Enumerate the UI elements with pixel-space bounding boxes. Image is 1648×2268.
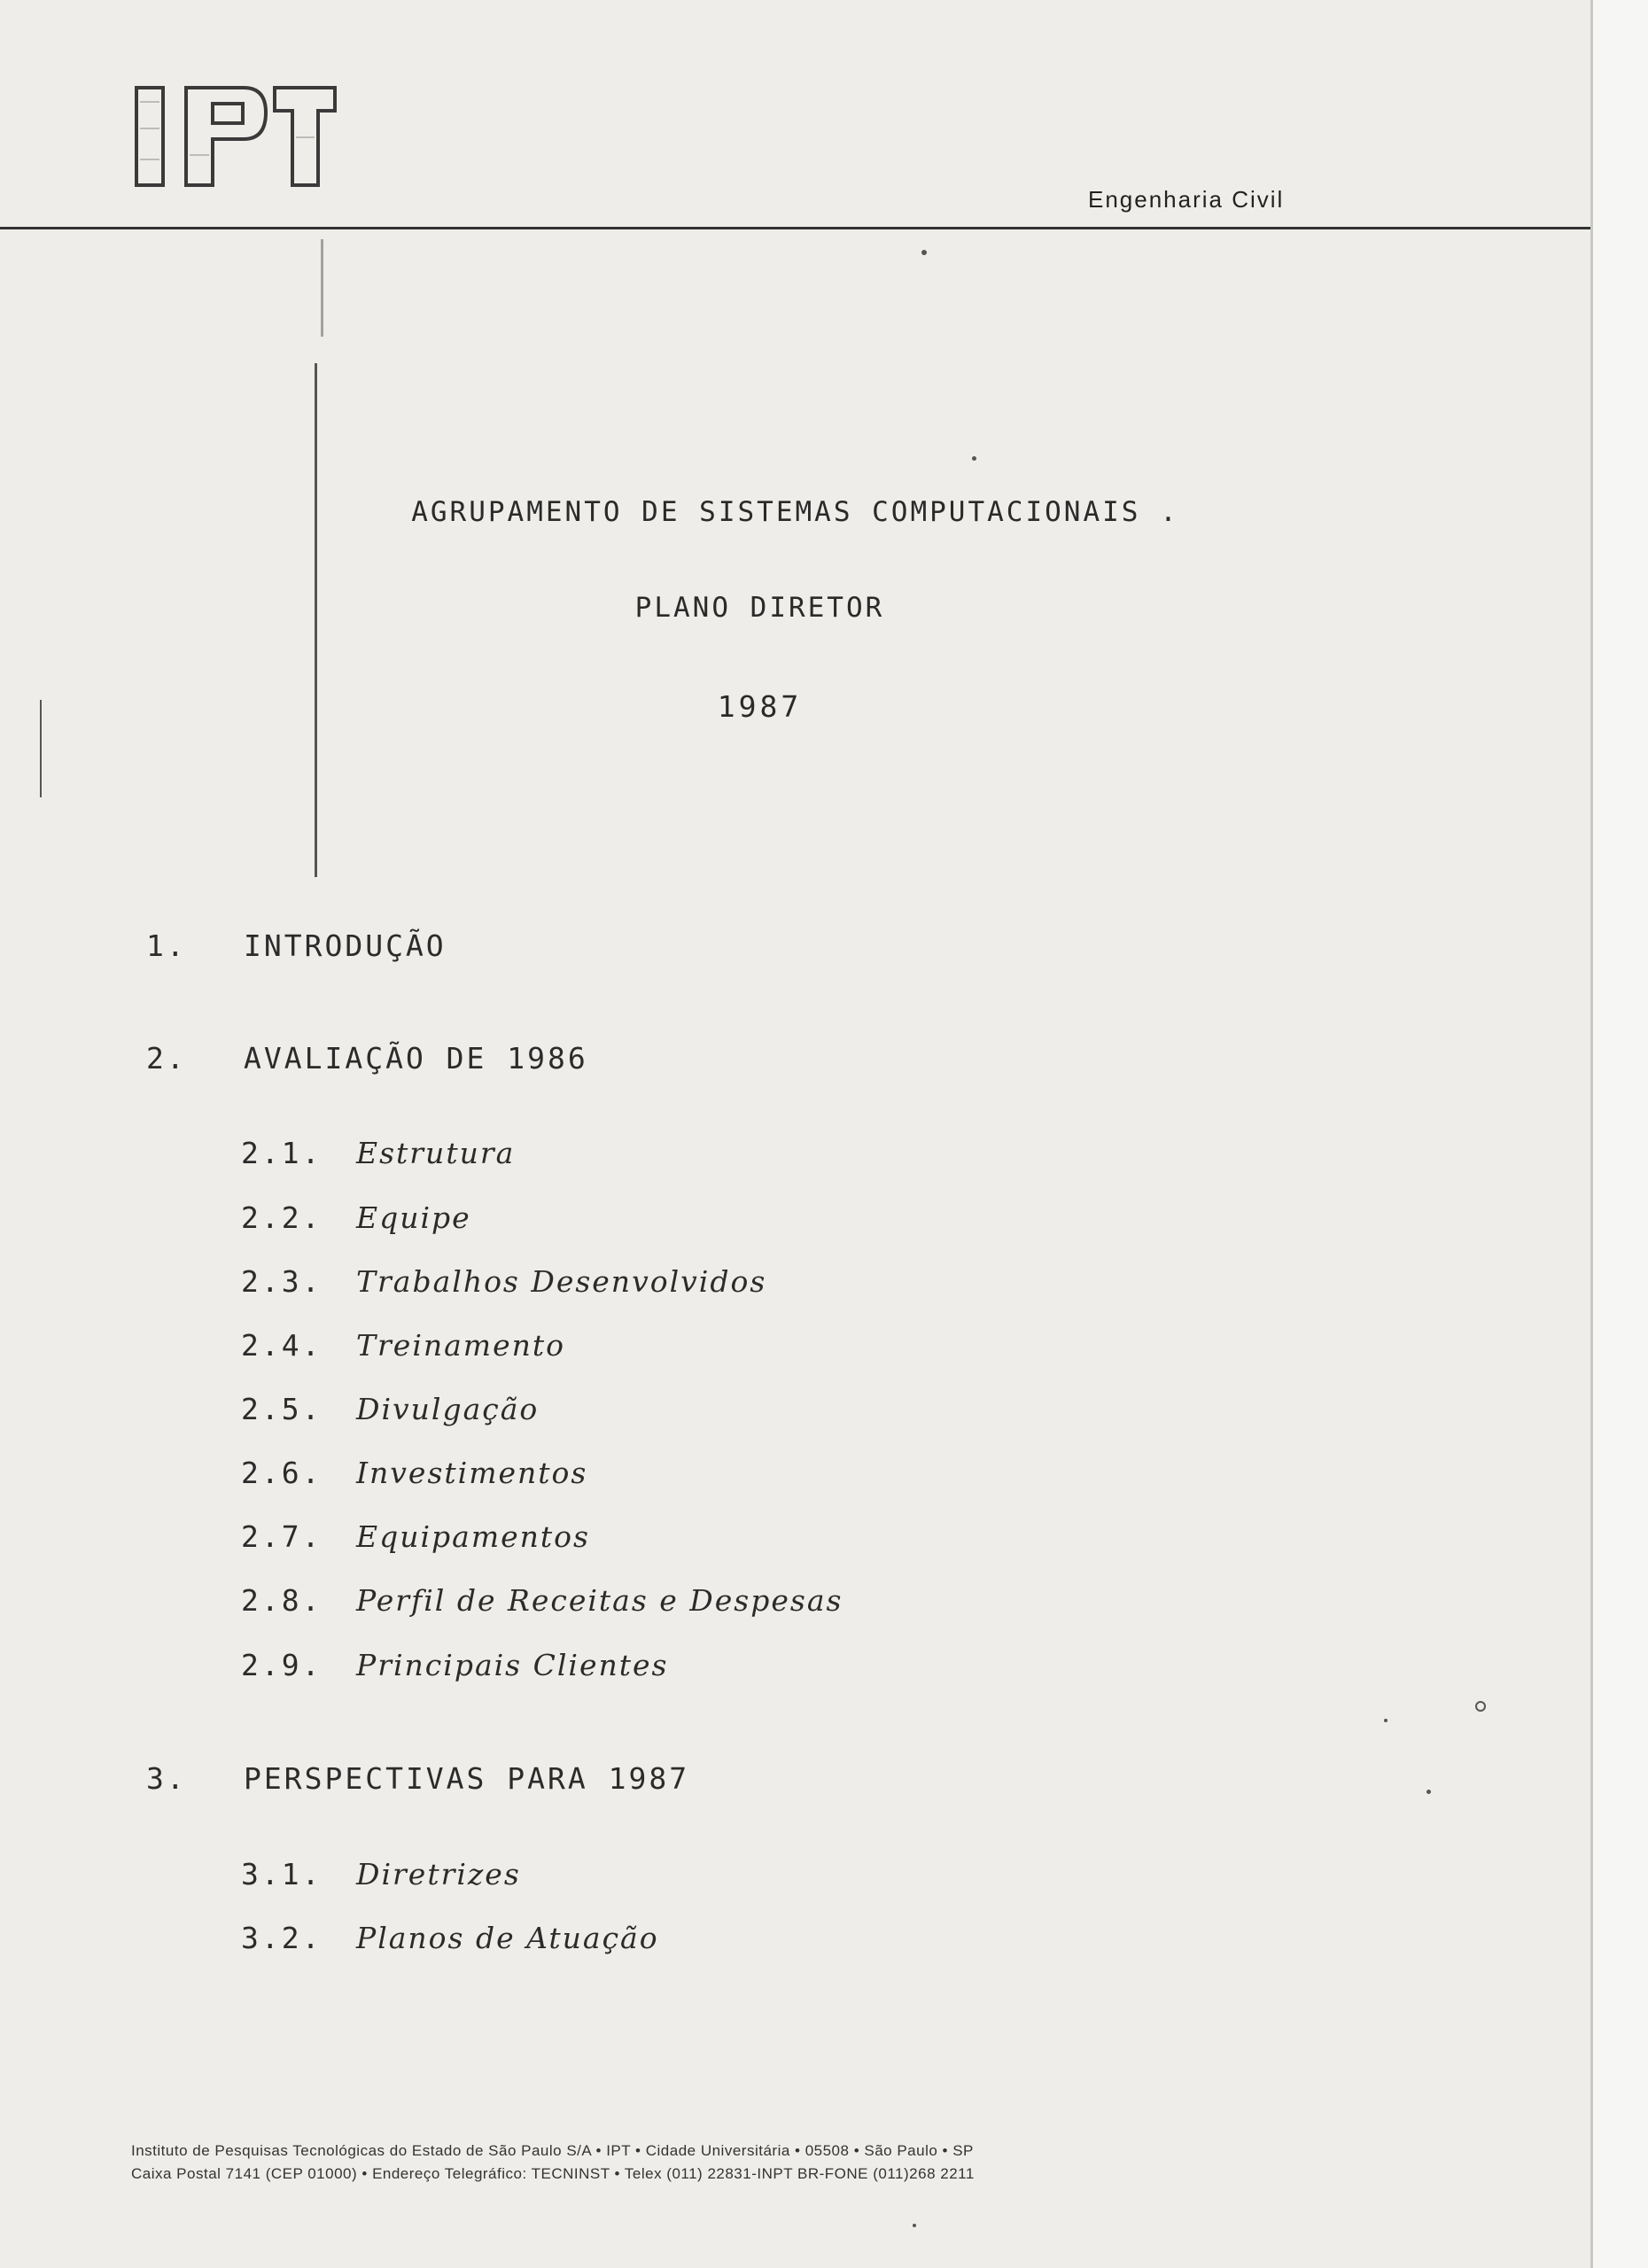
- toc-number: 2.: [146, 1041, 187, 1076]
- toc-label: Principais Clientes: [356, 1648, 669, 1682]
- scan-speck: [1475, 1701, 1486, 1712]
- scan-speck: [913, 2224, 916, 2227]
- toc-number: 2.7.: [241, 1519, 323, 1554]
- scan-speck: [972, 456, 976, 461]
- toc-number: 2.9.: [241, 1648, 323, 1682]
- scan-margin: [1593, 0, 1648, 2268]
- toc-label: Estrutura: [356, 1136, 516, 1170]
- document-title: AGRUPAMENTO DE SISTEMAS COMPUTACIONAIS .: [411, 496, 1179, 528]
- toc-number: 2.3.: [241, 1264, 323, 1299]
- toc-label: AVALIAÇÃO DE 1986: [244, 1041, 588, 1076]
- toc-number: 2.8.: [241, 1583, 323, 1618]
- toc-label: Treinamento: [356, 1328, 566, 1363]
- ipt-logo: [133, 84, 337, 190]
- department-label: Engenharia Civil: [1088, 186, 1285, 213]
- header-divider: [0, 227, 1590, 229]
- toc-number: 2.5.: [241, 1392, 323, 1426]
- toc-label: Diretrizes: [356, 1857, 521, 1891]
- toc-label: PERSPECTIVAS PARA 1987: [244, 1761, 690, 1796]
- scan-speck: [1384, 1719, 1388, 1722]
- document-year: 1987: [717, 689, 803, 724]
- toc-label: Trabalhos Desenvolvidos: [356, 1264, 767, 1299]
- toc-number: 2.6.: [241, 1456, 323, 1490]
- toc-number: 3.: [146, 1761, 187, 1796]
- scan-speck: [1426, 1790, 1431, 1794]
- scan-speck: [921, 250, 927, 255]
- ipt-logo-icon: [133, 84, 337, 190]
- toc-number: 3.1.: [241, 1857, 323, 1891]
- toc-label: Divulgação: [356, 1392, 540, 1426]
- toc-number: 1.: [146, 928, 187, 963]
- toc-label: Perfil de Receitas e Despesas: [356, 1583, 843, 1618]
- toc-number: 2.2.: [241, 1200, 323, 1235]
- toc-label: Equipe: [356, 1200, 471, 1235]
- toc-label: Planos de Atuação: [356, 1921, 659, 1955]
- toc-number: 3.2.: [241, 1921, 323, 1955]
- margin-line: [321, 239, 323, 337]
- toc-label: Equipamentos: [356, 1519, 590, 1554]
- footer-address: Instituto de Pesquisas Tecnológicas do Estado de São Paulo S/A • IPT • Cidade Universitária • 05508 • São Paulo • SP: [131, 2142, 974, 2159]
- toc-number: 2.4.: [241, 1328, 323, 1363]
- toc-label: INTRODUÇÃO: [244, 928, 447, 963]
- toc-label: Investimentos: [356, 1456, 588, 1490]
- footer-contact: Caixa Postal 7141 (CEP 01000) • Endereço Telegráfico: TECNINST • Telex (011) 22831-INPT BR-FONE (011)268 2211: [131, 2165, 975, 2182]
- toc-number: 2.1.: [241, 1136, 323, 1170]
- document-subtitle: PLANO DIRETOR: [634, 592, 885, 624]
